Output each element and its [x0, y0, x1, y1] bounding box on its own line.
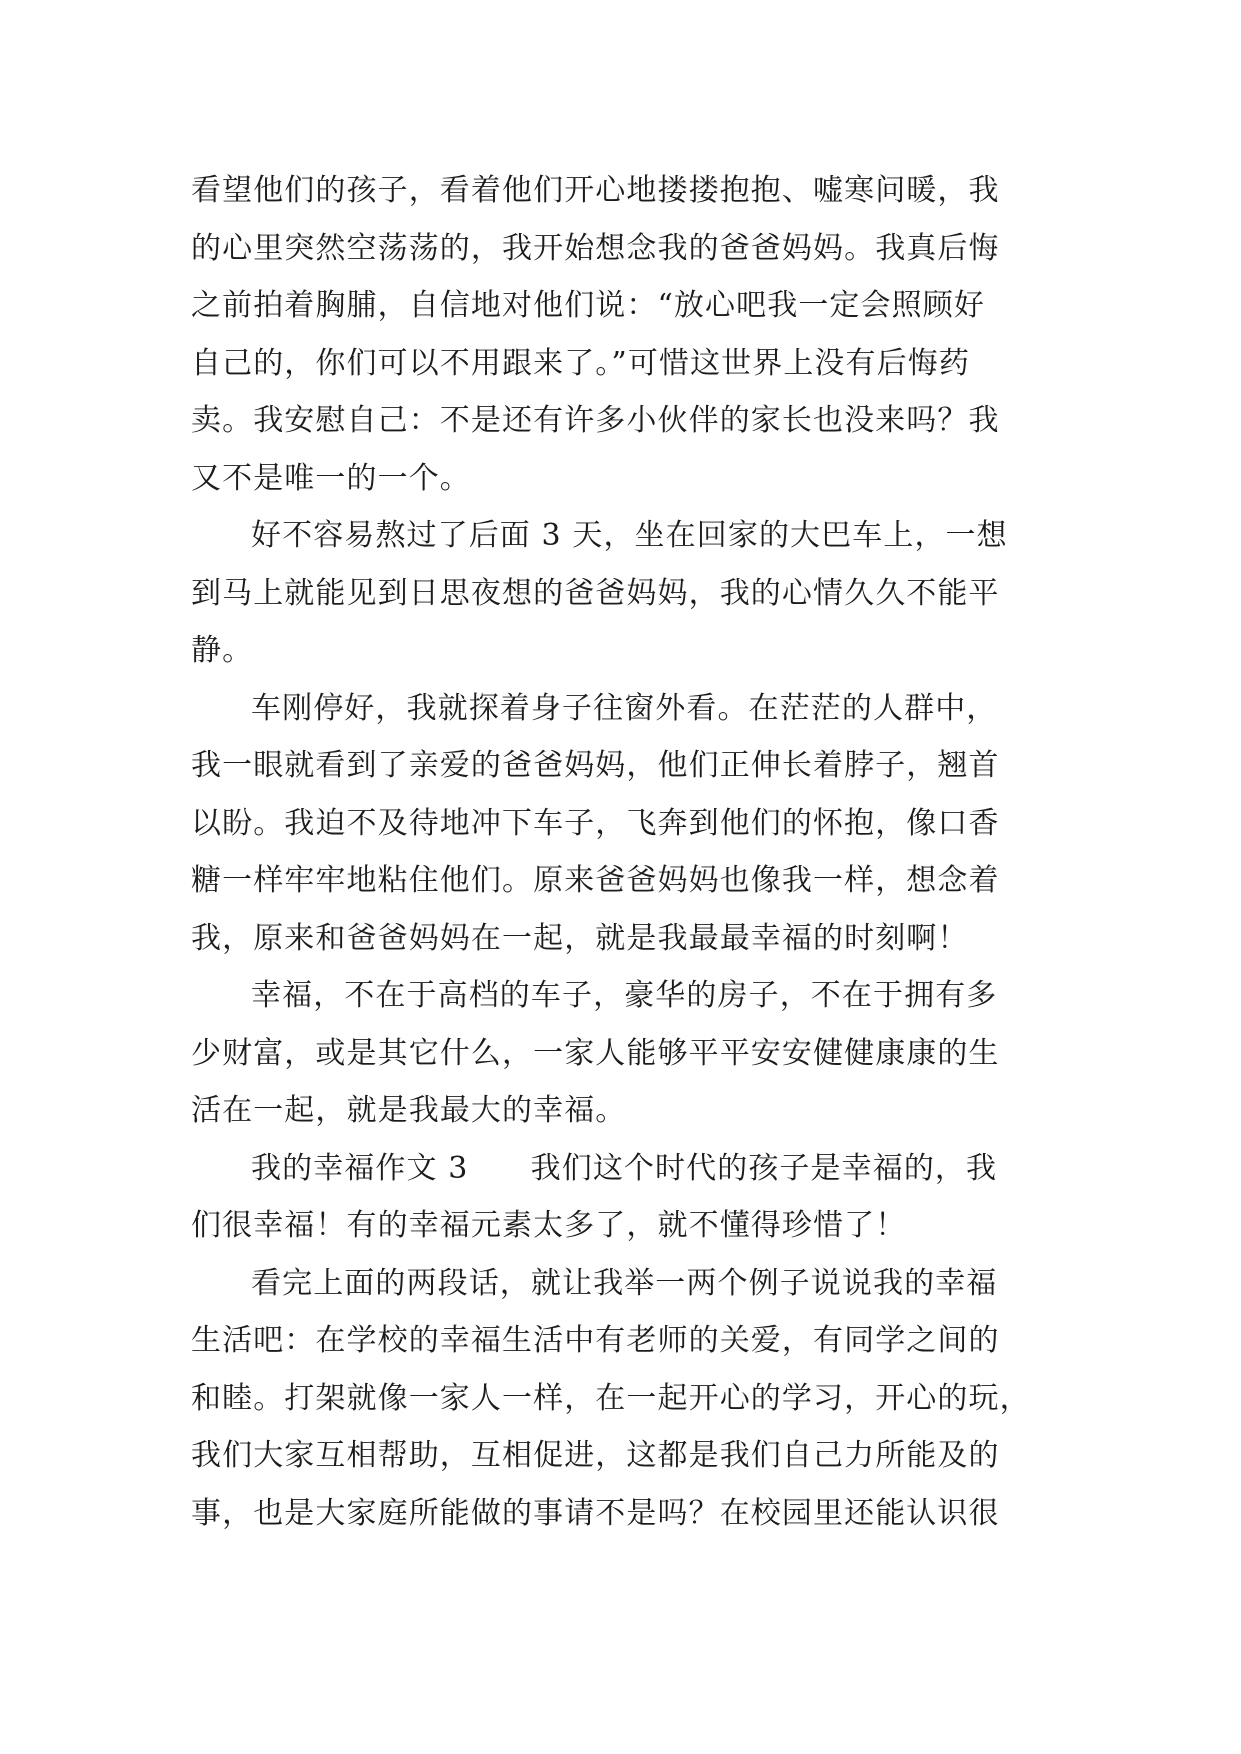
text-line: 以盼。我迫不及待地冲下车子，飞奔到他们的怀抱，像口香 [191, 805, 1000, 841]
text-line: 到马上就能见到日思夜想的爸爸妈妈，我的心情久久不能平 [191, 575, 1000, 611]
text-line: 我，原来和爸爸妈妈在一起，就是我最最幸福的时刻啊！ [191, 920, 969, 956]
text-line: 的心里突然空荡荡的，我开始想念我的爸爸妈妈。我真后悔 [191, 230, 1000, 266]
text-line: 看望他们的孩子，看着他们开心地搂搂抱抱、嘘寒问暖，我 [191, 173, 1000, 208]
text-line: 看完上面的两段话，就让我举一两个例子说说我的幸福 [251, 1265, 998, 1301]
text-line: 我一眼就看到了亲爱的爸爸妈妈，他们正伸长着脖子，翘首 [191, 748, 1000, 783]
text-line: 车刚停好，我就探着身子往窗外看。在茫茫的人群中， [251, 690, 998, 726]
text-line: 活在一起，就是我最大的幸福。 [191, 1093, 627, 1128]
text-line: 和睦。打架就像一家人一样，在一起开心的学习，开心的玩， [191, 1380, 1031, 1416]
text-line: 少财富，或是其它什么，一家人能够平平安安健健康康的生 [191, 1035, 1000, 1071]
text-line: 事，也是大家庭所能做的事请不是吗？在校园里还能认识很 [191, 1495, 1000, 1531]
text-line: 之前拍着胸脯，自信地对他们说：“放心吧我一定会照顾好 [191, 288, 985, 323]
text-line: 糖一样牢牢地粘住他们。原来爸爸妈妈也像我一样，想念着 [191, 863, 1000, 898]
text-line: 我的幸福作文 3 我们这个时代的孩子是幸福的，我 [251, 1150, 998, 1186]
text-line: 幸福，不在于高档的车子，豪华的房子，不在于拥有多 [251, 978, 998, 1013]
text-line: 们很幸福！有的幸福元素太多了，就不懂得珍惜了！ [191, 1208, 907, 1243]
text-line: 静。 [191, 633, 254, 668]
text-line: 自己的，你们可以不用跟来了。”可惜这世界上没有后悔药 [191, 345, 970, 381]
text-line: 又不是唯一的一个。 [191, 460, 471, 496]
text-line: 生活吧：在学校的幸福生活中有老师的关爱，有同学之间的 [191, 1323, 1000, 1358]
text-line: 卖。我安慰自己：不是还有许多小伙伴的家长也没来吗？我 [191, 403, 1000, 438]
text-line: 我们大家互相帮助，互相促进，这都是我们自己力所能及的 [191, 1438, 1000, 1473]
document-body [191, 162, 1051, 1542]
text-line: 好不容易熬过了后面 3 天，坐在回家的大巴车上，一想 [251, 518, 1008, 553]
